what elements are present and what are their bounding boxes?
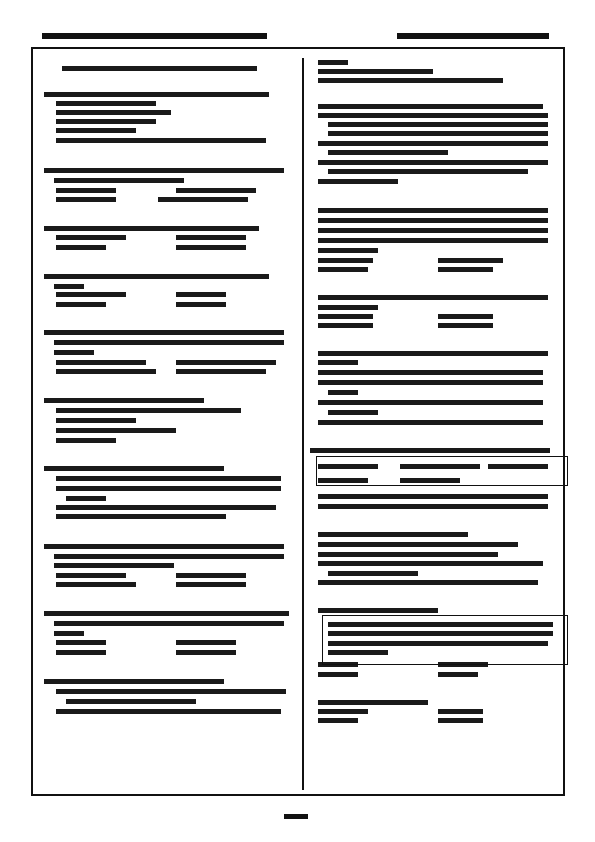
text-line: [44, 679, 224, 684]
text-line: [318, 323, 373, 328]
text-line: [328, 571, 418, 576]
text-line: [318, 360, 358, 365]
section-title: [62, 66, 257, 71]
text-line: [318, 179, 398, 184]
text-line: [176, 245, 246, 250]
text-line: [318, 141, 548, 146]
text-line: [318, 60, 348, 65]
text-line: [56, 514, 226, 519]
text-line: [318, 238, 548, 243]
text-line: [318, 218, 548, 223]
text-line: [318, 561, 543, 566]
boxed-passage: [322, 615, 568, 665]
text-line: [44, 92, 269, 97]
text-line: [318, 267, 368, 272]
text-line: [176, 650, 236, 655]
text-line: [318, 305, 378, 310]
text-line: [328, 150, 448, 155]
text-line: [318, 580, 538, 585]
text-line: [56, 101, 156, 106]
text-line: [176, 640, 236, 645]
text-line: [328, 169, 528, 174]
text-line: [56, 428, 176, 433]
text-line: [438, 323, 493, 328]
text-line: [44, 544, 284, 549]
text-line: [56, 292, 126, 297]
text-line: [318, 351, 548, 356]
page-number: [284, 814, 308, 819]
header-left: [42, 33, 267, 39]
text-line: [44, 168, 284, 173]
text-line: [176, 360, 276, 365]
table-box: [316, 456, 568, 486]
text-line: [328, 410, 378, 415]
text-line: [318, 208, 548, 213]
text-line: [44, 226, 259, 231]
text-line: [318, 709, 368, 714]
text-line: [56, 197, 116, 202]
text-line: [318, 248, 378, 253]
text-line: [318, 718, 358, 723]
text-line: [56, 128, 136, 133]
text-line: [438, 267, 493, 272]
text-line: [318, 258, 373, 263]
text-line: [66, 699, 196, 704]
text-line: [318, 542, 518, 547]
text-line: [56, 582, 136, 587]
text-line: [44, 274, 269, 279]
text-line: [66, 496, 106, 501]
text-line: [56, 476, 281, 481]
text-line: [56, 640, 106, 645]
text-line: [318, 295, 548, 300]
text-line: [318, 494, 548, 499]
text-line: [318, 314, 373, 319]
text-line: [56, 138, 266, 143]
text-line: [56, 709, 281, 714]
text-line: [438, 709, 483, 714]
text-line: [438, 718, 483, 723]
text-line: [318, 380, 543, 385]
text-line: [56, 245, 106, 250]
text-line: [318, 552, 498, 557]
text-line: [176, 582, 246, 587]
text-line: [318, 370, 543, 375]
text-line: [318, 78, 503, 83]
text-line: [176, 573, 246, 578]
text-line: [56, 188, 116, 193]
text-line: [54, 631, 84, 636]
text-line: [318, 700, 428, 705]
text-line: [44, 330, 284, 335]
text-line: [176, 302, 226, 307]
text-line: [54, 178, 184, 183]
text-line: [438, 258, 503, 263]
text-line: [54, 621, 284, 626]
text-line: [56, 235, 126, 240]
text-line: [438, 672, 478, 677]
text-line: [318, 160, 548, 165]
text-line: [318, 400, 543, 405]
header-right: [397, 33, 549, 39]
text-line: [318, 672, 358, 677]
text-line: [56, 110, 171, 115]
text-line: [158, 197, 248, 202]
text-line: [56, 573, 126, 578]
text-line: [318, 532, 468, 537]
text-line: [328, 122, 548, 127]
text-line: [56, 418, 136, 423]
text-line: [56, 650, 106, 655]
text-line: [310, 448, 550, 453]
column-divider: [302, 58, 304, 790]
text-line: [56, 360, 146, 365]
text-line: [318, 113, 548, 118]
text-line: [56, 302, 106, 307]
text-line: [56, 119, 156, 124]
text-line: [54, 554, 284, 559]
text-line: [44, 466, 224, 471]
text-line: [318, 420, 543, 425]
text-line: [56, 438, 116, 443]
text-line: [56, 486, 281, 491]
text-line: [176, 235, 246, 240]
text-line: [54, 340, 284, 345]
text-line: [54, 350, 94, 355]
text-line: [318, 504, 548, 509]
text-line: [318, 228, 548, 233]
text-line: [56, 369, 156, 374]
text-line: [438, 314, 493, 319]
text-line: [44, 611, 289, 616]
text-line: [328, 131, 548, 136]
text-line: [328, 390, 358, 395]
text-line: [56, 408, 241, 413]
text-line: [44, 398, 204, 403]
text-line: [54, 284, 84, 289]
text-line: [176, 292, 226, 297]
text-line: [54, 563, 174, 568]
text-line: [176, 369, 266, 374]
text-line: [318, 69, 433, 74]
text-line: [176, 188, 256, 193]
text-line: [56, 689, 286, 694]
text-line: [56, 505, 276, 510]
text-line: [318, 104, 543, 109]
text-line: [318, 608, 438, 613]
